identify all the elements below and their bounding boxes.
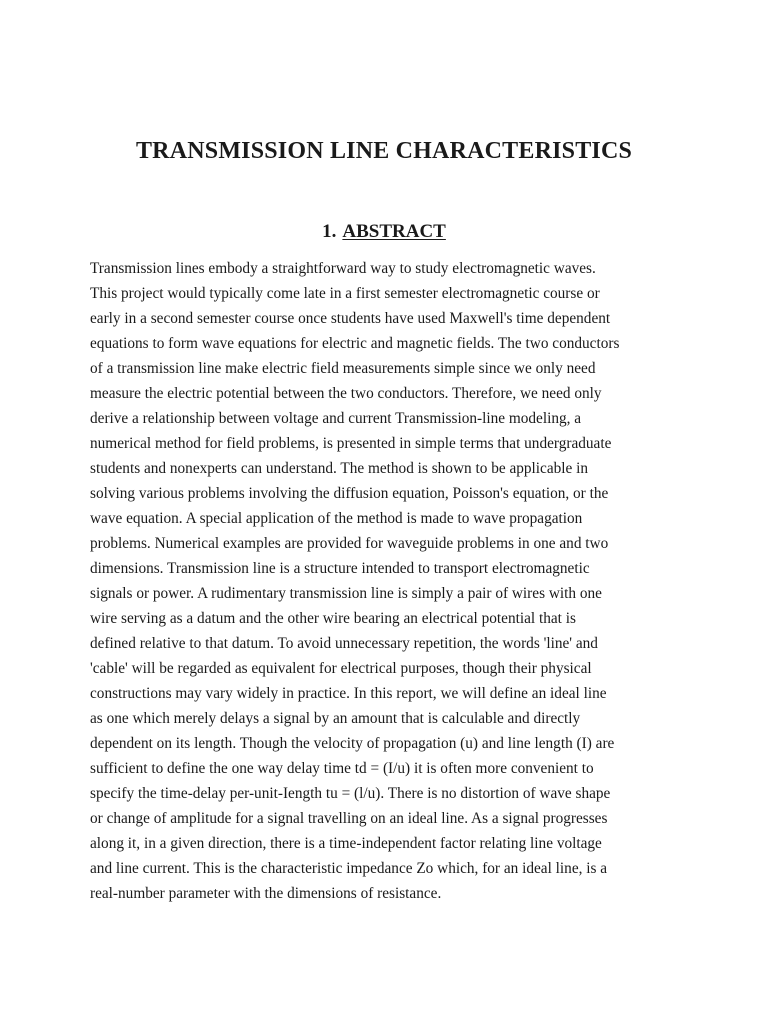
paragraph-line: dependent on its length. Though the velocity of propagation (u) and line length (I) are	[90, 735, 615, 752]
paragraph-line: wire serving as a datum and the other wire bearing an electrical potential that is	[90, 610, 576, 627]
abstract-paragraph	[90, 256, 682, 906]
paragraph-line: as one which merely delays a signal by an amount that is calculable and directly	[90, 710, 581, 727]
paragraph-line: solving various problems involving the diffusion equation, Poisson's equation, or the	[90, 485, 609, 502]
paragraph-line: Transmission lines embody a straightforward way to study electromagnetic waves.	[90, 260, 596, 277]
paragraph-line: equations to form wave equations for electric and magnetic fields. The two conductors	[90, 335, 620, 352]
paragraph-line: constructions may vary widely in practice. In this report, we will define an ideal line	[90, 685, 607, 702]
paragraph-line: defined relative to that datum. To avoid unnecessary repetition, the words 'line' and	[90, 635, 598, 652]
section-label: ABSTRACT	[342, 221, 446, 242]
document-title: TRANSMISSION LINE CHARACTERISTICS	[135, 138, 633, 164]
paragraph-line: sufficient to define the one way delay time td = (I/u) it is often more convenient to	[90, 760, 594, 777]
paragraph-line: and line current. This is the characteristic impedance Zo which, for an ideal line, is a	[90, 860, 608, 877]
paragraph-line: wave equation. A special application of the method is made to wave propagation	[90, 510, 583, 527]
paragraph-line: students and nonexperts can understand. The method is shown to be applicable in	[90, 460, 589, 477]
paragraph-line: along it, in a given direction, there is a time-independent factor relating line voltage	[90, 835, 602, 852]
paragraph-line: real-number parameter with the dimensions of resistance.	[90, 885, 442, 902]
paragraph-line: dimensions. Transmission line is a structure intended to transport electromagnetic	[90, 560, 590, 577]
paragraph-line: numerical method for field problems, is presented in simple terms that undergraduate	[90, 435, 612, 452]
paragraph-line: 'cable' will be regarded as equivalent for electrical purposes, though their physical	[90, 660, 592, 677]
paragraph-line: specify the time-delay per-unit-Iength tu = (l/u). There is no distortion of wave shape	[90, 785, 611, 802]
paragraph-line: signals or power. A rudimentary transmission line is simply a pair of wires with one	[90, 585, 602, 602]
paragraph-line: measure the electric potential between the two conductors. Therefore, we need only	[90, 385, 602, 402]
paragraph-line: of a transmission line make electric field measurements simple since we only need	[90, 360, 596, 377]
section-heading	[0, 220, 768, 244]
paragraph-line: derive a relationship between voltage and current Transmission-line modeling, a	[90, 410, 582, 427]
paragraph-line: This project would typically come late in a first semester electromagnetic course or	[90, 285, 600, 302]
paragraph-line: or change of amplitude for a signal travelling on an ideal line. As a signal progresses	[90, 810, 608, 827]
paragraph-line: problems. Numerical examples are provided for waveguide problems in one and two	[90, 535, 609, 552]
paragraph-line: early in a second semester course once students have used Maxwell's time dependent	[90, 310, 611, 327]
section-number: 1.	[322, 221, 337, 242]
